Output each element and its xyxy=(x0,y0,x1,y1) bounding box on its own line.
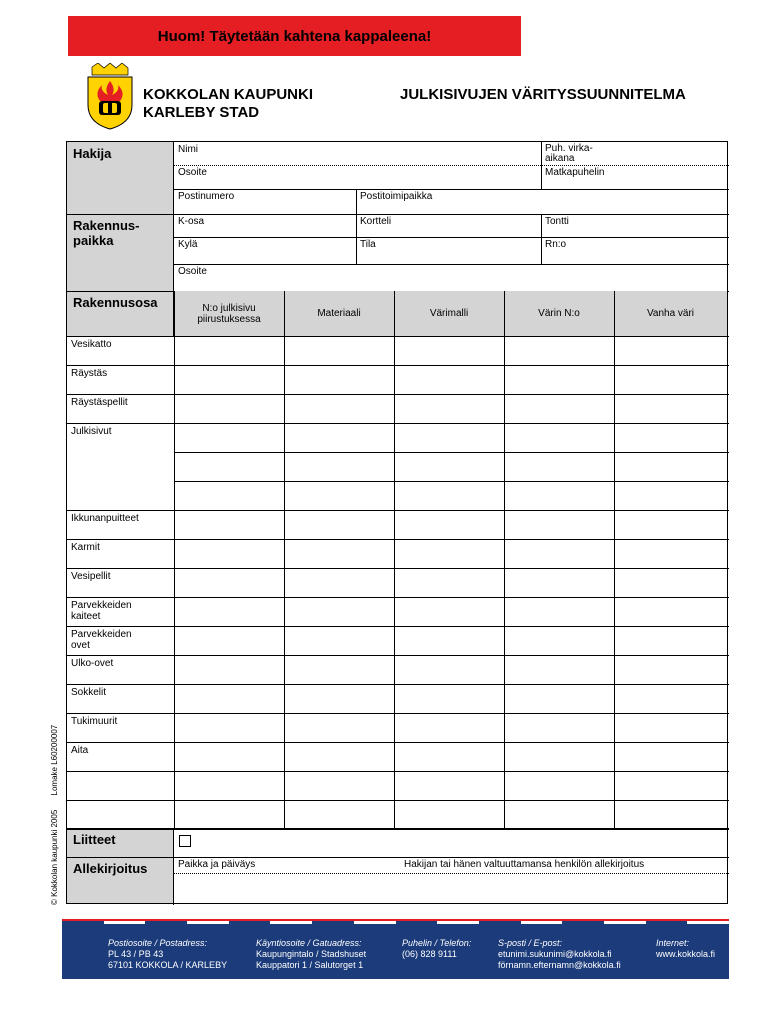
table-cell[interactable] xyxy=(614,568,727,597)
attachments-label: Liitteet xyxy=(67,828,174,857)
applicant-label: Hakija xyxy=(67,142,174,214)
table-cell[interactable] xyxy=(504,539,614,568)
table-cell[interactable] xyxy=(174,336,284,365)
table-row-label xyxy=(67,800,174,829)
table-cell[interactable] xyxy=(394,481,504,510)
table-cell[interactable] xyxy=(394,568,504,597)
divider xyxy=(284,291,285,828)
table-row-label: Räystäspellit xyxy=(71,397,128,408)
table-cell[interactable] xyxy=(394,423,504,452)
table-cell[interactable] xyxy=(504,336,614,365)
document-title: JULKISIVUJEN VÄRITYSSUUNNITELMA xyxy=(400,86,686,103)
table-cell[interactable] xyxy=(284,481,394,510)
table-row-label: Ikkunanpuitteet xyxy=(71,513,139,524)
table-cell[interactable] xyxy=(284,510,394,539)
site-label: Rakennus- paikka xyxy=(67,214,174,291)
column-material: Materiaali xyxy=(284,291,394,336)
footer-visit-line: Kauppatori 1 / Salutorget 1 xyxy=(256,960,364,970)
divider xyxy=(67,336,729,337)
side-info xyxy=(50,713,59,905)
table-row-label: Tukimuurit xyxy=(71,716,118,727)
table-cell[interactable] xyxy=(614,742,727,771)
divider xyxy=(174,165,729,166)
table-row-label: Vesipellit xyxy=(71,571,111,582)
divider xyxy=(541,142,542,189)
table-cell[interactable] xyxy=(394,684,504,713)
table-cell[interactable] xyxy=(504,742,614,771)
parts-label: Rakennusosa xyxy=(67,291,174,336)
organization-name xyxy=(143,86,313,122)
divider xyxy=(174,264,729,265)
table-cell[interactable] xyxy=(394,510,504,539)
place-date-field[interactable]: Paikka ja päiväys xyxy=(178,859,256,870)
table-row-label: Ulko-ovet xyxy=(71,658,114,669)
divider xyxy=(174,189,729,190)
table-cell[interactable] xyxy=(284,713,394,742)
coat-of-arms-icon xyxy=(86,63,134,131)
footer-email-line[interactable]: etunimi.sukunimi@kokkola.fi xyxy=(498,949,612,959)
table-cell[interactable] xyxy=(174,510,284,539)
org-line-1: KOKKOLAN KAUPUNKI xyxy=(143,86,313,103)
footer-postal-head: Postiosoite / Postadress: xyxy=(108,938,208,948)
divider xyxy=(356,189,357,214)
table-cell[interactable] xyxy=(504,365,614,394)
applicant-address-field[interactable]: Osoite xyxy=(178,167,207,178)
table-cell[interactable] xyxy=(284,568,394,597)
divider xyxy=(174,873,729,874)
postcode-field[interactable]: Postinumero xyxy=(178,191,235,202)
table-cell[interactable] xyxy=(394,742,504,771)
table-row-label: Julkisivut xyxy=(71,426,112,437)
table-cell[interactable] xyxy=(614,365,727,394)
table-cell[interactable] xyxy=(284,684,394,713)
notice-banner: Huom! Täytetään kahtena kappaleena! xyxy=(68,16,521,56)
footer-phone-line: (06) 828 9111 xyxy=(402,949,457,959)
table-cell[interactable] xyxy=(174,568,284,597)
table-cell[interactable] xyxy=(614,394,727,423)
table-cell[interactable] xyxy=(174,394,284,423)
reg-no-field[interactable]: Rn:o xyxy=(545,239,567,250)
table-cell[interactable] xyxy=(394,365,504,394)
table-cell[interactable] xyxy=(504,597,614,626)
table-cell[interactable] xyxy=(504,568,614,597)
table-row-label: Vesikatto xyxy=(71,339,112,350)
table-cell[interactable] xyxy=(174,655,284,684)
footer-phone xyxy=(402,938,471,960)
footer-web-link[interactable]: www.kokkola.fi xyxy=(656,949,716,959)
table-cell[interactable] xyxy=(174,423,284,452)
table-row-label: Karmit xyxy=(71,542,100,553)
site-address-field[interactable]: Osoite xyxy=(178,266,207,277)
table-cell[interactable] xyxy=(614,771,727,800)
table-cell[interactable] xyxy=(504,423,614,452)
table-cell[interactable] xyxy=(284,423,394,452)
table-cell[interactable] xyxy=(614,452,727,481)
post-office-field[interactable]: Postitoimipaikka xyxy=(360,191,433,202)
table-cell[interactable] xyxy=(284,394,394,423)
table-cell[interactable] xyxy=(174,771,284,800)
table-cell[interactable] xyxy=(614,655,727,684)
table-cell[interactable] xyxy=(174,713,284,742)
table-row-label xyxy=(67,452,174,481)
footer-postal-line: 67101 KOKKOLA / KARLEBY xyxy=(108,960,228,970)
divider xyxy=(356,214,357,264)
divider xyxy=(394,291,395,828)
table-cell[interactable] xyxy=(394,626,504,655)
table-cell[interactable] xyxy=(284,742,394,771)
table-cell[interactable] xyxy=(504,481,614,510)
table-cell[interactable] xyxy=(284,771,394,800)
table-row-divider xyxy=(67,829,729,830)
table-row-label: Sokkelit xyxy=(71,687,107,698)
signature-label: Allekirjoitus xyxy=(67,857,174,903)
footer-visit-head: Käyntiosoite / Gatuadress: xyxy=(256,938,362,948)
table-cell[interactable] xyxy=(614,336,727,365)
footer-visit xyxy=(256,938,366,971)
plot-field[interactable]: Tontti xyxy=(545,216,569,227)
table-cell[interactable] xyxy=(394,655,504,684)
table-cell[interactable] xyxy=(284,800,394,829)
footer-email-head: S-posti / E-post: xyxy=(498,938,563,948)
table-row-label xyxy=(67,771,174,800)
divider xyxy=(174,291,175,828)
table-cell[interactable] xyxy=(284,452,394,481)
table-cell[interactable] xyxy=(614,800,727,829)
table-cell[interactable] xyxy=(174,481,284,510)
table-cell[interactable] xyxy=(394,800,504,829)
signature-field[interactable]: Hakijan tai hänen valtuuttamansa henkilön allekirjoitus xyxy=(404,859,645,870)
table-cell[interactable] xyxy=(614,713,727,742)
divider xyxy=(67,828,729,829)
footer xyxy=(62,924,729,979)
table-cell[interactable] xyxy=(284,655,394,684)
table-cell[interactable] xyxy=(174,539,284,568)
footer-web-head: Internet: xyxy=(656,938,690,948)
footer-postal xyxy=(108,938,227,971)
form-code: Lomake L60200007 xyxy=(50,724,59,796)
table-cell[interactable] xyxy=(504,452,614,481)
table-row-label: Parvekkeiden kaiteet xyxy=(71,600,132,622)
column-drawing-number: N:o julkisivu piirustuksessa xyxy=(174,291,284,336)
divider xyxy=(541,214,542,264)
table-cell[interactable] xyxy=(174,365,284,394)
footer-email xyxy=(498,938,621,971)
divider xyxy=(174,237,729,238)
table-row-label: Parvekkeiden ovet xyxy=(71,629,132,651)
district-field[interactable]: K-osa xyxy=(178,216,205,227)
org-line-2: KARLEBY STAD xyxy=(143,104,260,121)
footer-web xyxy=(656,938,715,960)
table-cell[interactable] xyxy=(504,684,614,713)
table-cell[interactable] xyxy=(394,394,504,423)
footer-visit-line: Kaupungintalo / Stadshuset xyxy=(256,949,367,959)
name-field[interactable]: Nimi xyxy=(178,144,198,155)
table-cell[interactable] xyxy=(284,365,394,394)
table-cell[interactable] xyxy=(174,452,284,481)
application-form xyxy=(66,141,728,904)
table-cell[interactable] xyxy=(394,539,504,568)
phone-office-field[interactable]: Puh. virka- aikana xyxy=(545,143,593,164)
table-cell[interactable] xyxy=(284,597,394,626)
table-cell[interactable] xyxy=(394,713,504,742)
table-cell[interactable] xyxy=(614,423,727,452)
table-cell[interactable] xyxy=(174,597,284,626)
table-row-label: Räystäs xyxy=(71,368,108,379)
table-cell[interactable] xyxy=(504,800,614,829)
footer-phone-head: Puhelin / Telefon: xyxy=(402,938,472,948)
table-cell[interactable] xyxy=(394,336,504,365)
footer-postal-line: PL 43 / PB 43 xyxy=(108,949,164,959)
table-cell[interactable] xyxy=(284,336,394,365)
footer-email-line[interactable]: förnamn.efternamn@kokkola.fi xyxy=(498,960,621,970)
table-cell[interactable] xyxy=(174,742,284,771)
block-field[interactable]: Kortteli xyxy=(360,216,392,227)
table-cell[interactable] xyxy=(394,597,504,626)
table-cell[interactable] xyxy=(504,626,614,655)
table-cell[interactable] xyxy=(174,800,284,829)
table-cell[interactable] xyxy=(614,684,727,713)
table-row-label: Aita xyxy=(71,745,89,756)
table-cell[interactable] xyxy=(394,771,504,800)
divider xyxy=(614,291,615,828)
column-color-number: Värin N:o xyxy=(504,291,614,336)
table-cell[interactable] xyxy=(504,655,614,684)
divider xyxy=(504,291,505,828)
column-color-sample: Värimalli xyxy=(394,291,504,336)
table-cell[interactable] xyxy=(504,713,614,742)
table-cell[interactable] xyxy=(614,597,727,626)
table-cell[interactable] xyxy=(614,626,727,655)
table-cell[interactable] xyxy=(614,510,727,539)
table-cell[interactable] xyxy=(174,684,284,713)
estate-field[interactable]: Tila xyxy=(360,239,376,250)
village-field[interactable]: Kylä xyxy=(178,239,198,250)
mobile-field[interactable]: Matkapuhelin xyxy=(545,167,605,178)
attachments-checkbox[interactable] xyxy=(179,835,191,847)
table-cell[interactable] xyxy=(614,539,727,568)
table-cell[interactable] xyxy=(394,452,504,481)
copyright-text: © Kokkolan kaupunki 2005 xyxy=(50,809,59,905)
table-cell[interactable] xyxy=(174,626,284,655)
table-cell[interactable] xyxy=(504,394,614,423)
column-old-color: Vanha väri xyxy=(614,291,727,336)
table-cell[interactable] xyxy=(284,539,394,568)
table-row-label xyxy=(67,481,174,510)
table-cell[interactable] xyxy=(504,771,614,800)
table-cell[interactable] xyxy=(614,481,727,510)
table-cell[interactable] xyxy=(284,626,394,655)
table-cell[interactable] xyxy=(504,510,614,539)
